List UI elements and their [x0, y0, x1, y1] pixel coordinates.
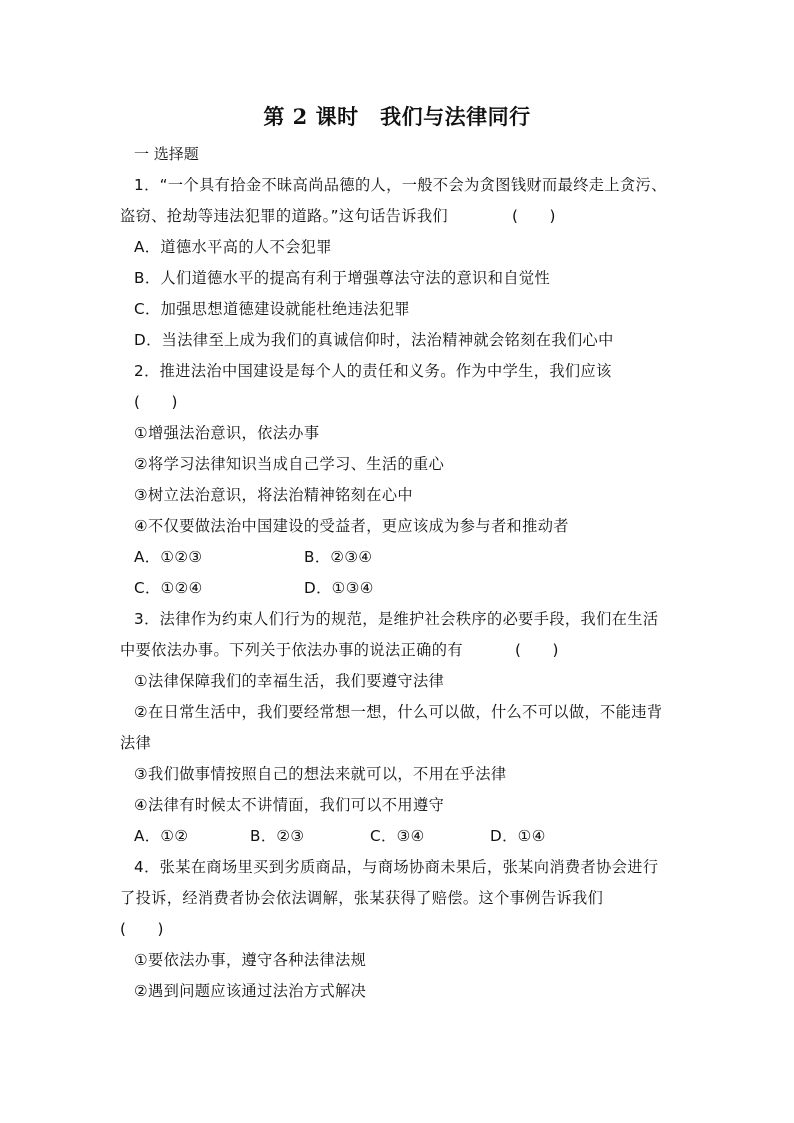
question-2-item-2: ②将学习法律知识当成自己学习、生活的重心	[134, 455, 445, 473]
answer-bracket: ( )	[514, 641, 559, 659]
question-2-options-row-1	[120, 542, 680, 573]
question-1-option-b: B．人们道德水平的提高有利于增强尊法守法的意识和自觉性	[134, 269, 551, 287]
question-3-stem-continued: 中要依法办事。下列关于依法办事的说法正确的有 ( )	[120, 635, 680, 666]
question-2-item-3: ③树立法治意识，将法治精神铭刻在心中	[134, 486, 414, 504]
question-list	[120, 170, 680, 1007]
question-1-option-d: D．当法律至上成为我们的真诚信仰时，法治精神就会铭刻在我们心中	[134, 331, 614, 349]
question-3-options-row	[120, 821, 680, 852]
question-3-option-c: C．③④	[370, 827, 425, 845]
question-1-option-c: C．加强思想道德建设就能杜绝违法犯罪	[134, 300, 410, 318]
question-3-option-a: A．①②	[134, 827, 189, 845]
answer-bracket: ( )	[512, 207, 556, 225]
question-2-option-c: C．①②④	[134, 579, 203, 597]
question-2-option-b: B．②③④	[304, 548, 373, 566]
question-4-item-2: ②遇到问题应该通过法治方式解决	[134, 982, 367, 1000]
question-2-option-a: A．①②③	[134, 548, 203, 566]
question-2-item-1: ①增强法治意识，依法办事	[134, 424, 320, 442]
question-3-option-d: D．①④	[490, 827, 546, 845]
question-3-item-2-continued: 法律	[120, 734, 152, 752]
question-3-option-b: B．②③	[250, 827, 305, 845]
page-title: 第 2 课时 我们与法律同行	[263, 104, 531, 129]
answer-bracket: ( )	[120, 920, 164, 938]
question-1-stem: 1．“一个具有拾金不昧高尚品德的人，一般不会为贪图钱财而最终走上贪污、	[134, 176, 667, 194]
answer-bracket: ( )	[134, 393, 178, 411]
question-3-item-2: ②在日常生活中，我们要经常想一想，什么可以做，什么不可以做，不能违背	[134, 703, 663, 721]
question-1-stem-continued: 盗窃、抢劫等违法犯罪的道路。”这句话告诉我们 ( )	[120, 201, 680, 232]
question-4-stem-continued: 了投诉，经消费者协会依法调解，张某获得了赔偿。这个事例告诉我们	[120, 889, 604, 907]
section-heading: 一 选择题	[134, 145, 199, 163]
question-2-item-4: ④不仅要做法治中国建设的受益者，更应该成为参与者和推动者	[134, 517, 569, 535]
question-3-item-4: ④法律有时候太不讲情面，我们可以不用遵守	[134, 796, 445, 814]
question-4-stem: 4．张某在商场里买到劣质商品，与商场协商未果后，张某向消费者协会进行	[134, 858, 659, 876]
question-3-item-3: ③我们做事情按照自己的想法来就可以，不用在乎法律	[134, 765, 507, 783]
question-3-item-1: ①法律保障我们的幸福生活，我们要遵守法律	[134, 672, 445, 690]
question-2-options-row-2	[120, 573, 680, 604]
question-4-item-1: ①要依法办事，遵守各种法律法规	[134, 951, 367, 969]
question-3-stem: 3．法律作为约束人们行为的规范，是维护社会秩序的必要手段，我们在生活	[134, 610, 659, 628]
question-2-option-d: D．①③④	[304, 579, 374, 597]
question-1-option-a: A．道德水平高的人不会犯罪	[134, 238, 332, 256]
question-2-stem: 2．推进法治中国建设是每个人的责任和义务。作为中学生，我们应该	[134, 362, 612, 380]
